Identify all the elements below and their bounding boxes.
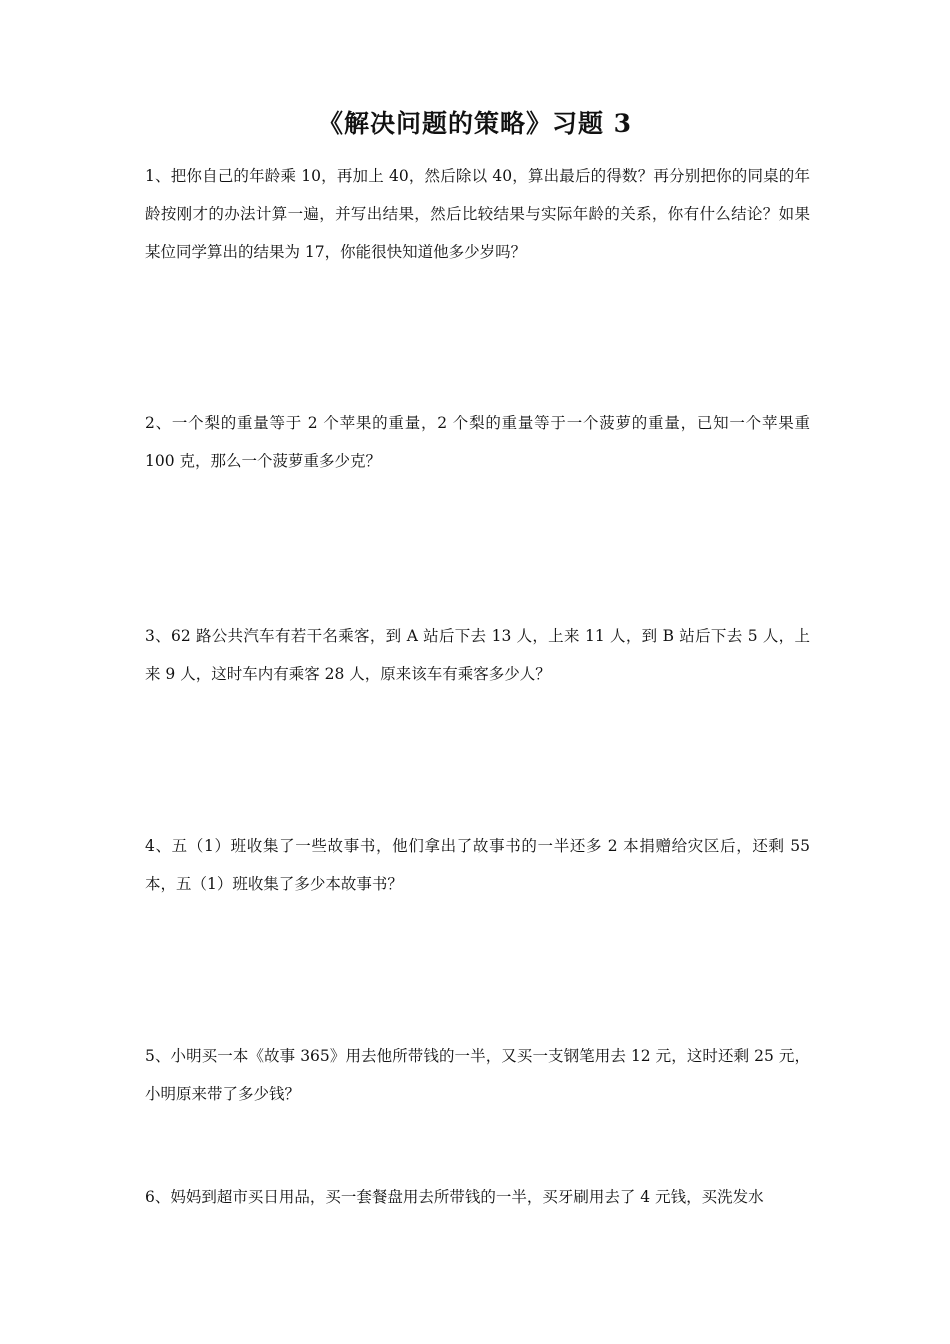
- question-1: 1、把你自己的年龄乘 10，再加上 40，然后除以 40，算出最后的得数？再分别把你的同桌的年龄按刚才的办法计算一遍，并写出结果，然后比较结果与实际年龄的关系，你有什么结论？如果某位同学算出的结果为 17，你能很快知道他多少岁吗？: [145, 167, 810, 261]
- question-4: 4、五（1）班收集了一些故事书，他们拿出了故事书的一半还多 2 本捐赠给灾区后，还剩 55 本，五（1）班收集了多少本故事书？: [145, 837, 810, 893]
- question-2: 2、一个梨的重量等于 2 个苹果的重量，2 个梨的重量等于一个菠萝的重量，已知一个苹果重 100 克，那么一个菠萝重多少克？: [145, 414, 810, 470]
- page-title: 《解决问题的策略》习题 3: [317, 109, 633, 138]
- question-3: 3、62 路公共汽车有若干名乘客，到 A 站后下去 13 人，上来 11 人，到 B 站后下去 5 人，上来 9 人，这时车内有乘客 28 人，原来该车有乘客多少人？: [145, 627, 810, 683]
- question-6: 6、妈妈到超市买日用品，买一套餐盘用去所带钱的一半，买牙刷用去了 4 元钱，买洗发水: [145, 1188, 764, 1206]
- question-5: 5、小明买一本《故事 365》用去他所带钱的一半，又买一支钢笔用去 12 元，这时还剩 25 元，小明原来带了多少钱？: [145, 1047, 810, 1103]
